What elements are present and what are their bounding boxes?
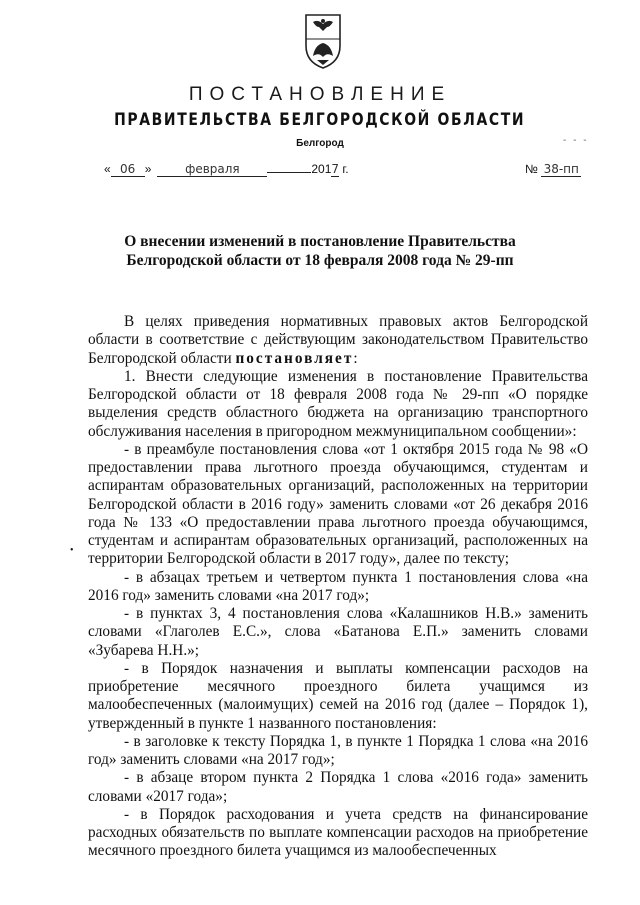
- preamble-text: В целях приведения нормативных правовых актов Белгородской области в соответствие с действующим законодательством Правительство Белгородской области: [88, 313, 588, 367]
- corner-mark: - - -: [563, 135, 589, 146]
- body-paragraph: - в абзацах третьем и четвертом пункта 1 постановления слова «на 2016 год» заменить словами «на 2017 год»;: [88, 568, 588, 604]
- margin-mark: •: [70, 545, 74, 556]
- date-open-quote: «: [104, 162, 111, 176]
- date-close-quote: »: [144, 162, 152, 176]
- body-paragraph: - в заголовке к тексту Порядка 1, в пункте 1 Порядка 1 слова «на 2016 год» заменить словами «на 2017 год»;: [88, 732, 588, 768]
- date-year-digit: 7: [331, 162, 340, 176]
- number-label: №: [525, 162, 538, 176]
- date-month: февраля: [157, 162, 267, 177]
- date-year-prefix: 201: [311, 162, 332, 176]
- issuing-authority: ПРАВИТЕЛЬСТВА БЕЛГОРОДСКОЙ ОБЛАСТИ: [114, 110, 526, 130]
- decrees-word: постановляет: [235, 349, 354, 367]
- number-value: 38-пп: [541, 162, 581, 177]
- body-paragraph: - в абзаце втором пункта 2 Порядка 1 слова «2016 года» заменить словами «2017 года»;: [88, 769, 588, 805]
- subject-line-1: О внесении изменений в постановление Правительства: [124, 233, 516, 250]
- date-year-suffix: г.: [339, 162, 349, 176]
- decree-number: [525, 162, 581, 177]
- body-paragraph: - в Порядок назначения и выплаты компенсации расходов на приобретение месячного проездного билета учащимся из малообеспеченных (малоимущих) семей на 2016 год (далее – Порядок 1), утвержденный в пункте 1 названного постановления:: [88, 659, 588, 732]
- document-type-title: ПОСТАНОВЛЕНИЕ: [188, 84, 452, 105]
- body-paragraph: - в Порядок расходования и учета средств на финансирование расходных обязательств по выплате компенсации расходов на приобретение месячного проездного билета учащимся из малообеспеченных: [88, 805, 588, 860]
- decree-body: [88, 313, 588, 861]
- body-paragraph: 1. Внести следующие изменения в постановление Правительства Белгородской области от 18 февраля 2008 года № 29-пп «О порядке выделения средств областного бюджета на организацию транспортного обслуживания населения в пригородном межмуниципальном сообщении»:: [88, 367, 588, 440]
- decree-subject: [90, 232, 550, 270]
- city-name: Белгород: [296, 138, 344, 149]
- subject-line-2: Белгородской области от 18 февраля 2008 года № 29-пп: [126, 252, 514, 269]
- decree-date: [104, 162, 349, 177]
- body-paragraph: - в пунктах 3, 4 постановления слова «Калашников Н.В.» заменить словами «Глаголев Е.С.», слова «Батанова Е.П.» заменить словами «Зубарева Н.Н.»;: [88, 605, 588, 659]
- decrees-colon: :: [353, 349, 358, 367]
- date-day: 06: [111, 162, 145, 177]
- preamble-paragraph: [88, 313, 588, 368]
- belgorod-coat-of-arms-icon: [303, 12, 343, 70]
- body-paragraph: - в преамбуле постановления слова «от 1 октября 2015 года № 98 «О предоставлении права льготного проезда обучающимся, студентам и аспирантам образовательных организаций, расположенных на территории Белгородской области в 2016 году» заменить словами «от 26 декабря 2016 года № 133 «О предоставлении права льготного проезда обучающимся, студентам и аспирантам образовательных организаций, расположенных на территории Белгородской области в 2017 году», далее по тексту;: [88, 440, 588, 568]
